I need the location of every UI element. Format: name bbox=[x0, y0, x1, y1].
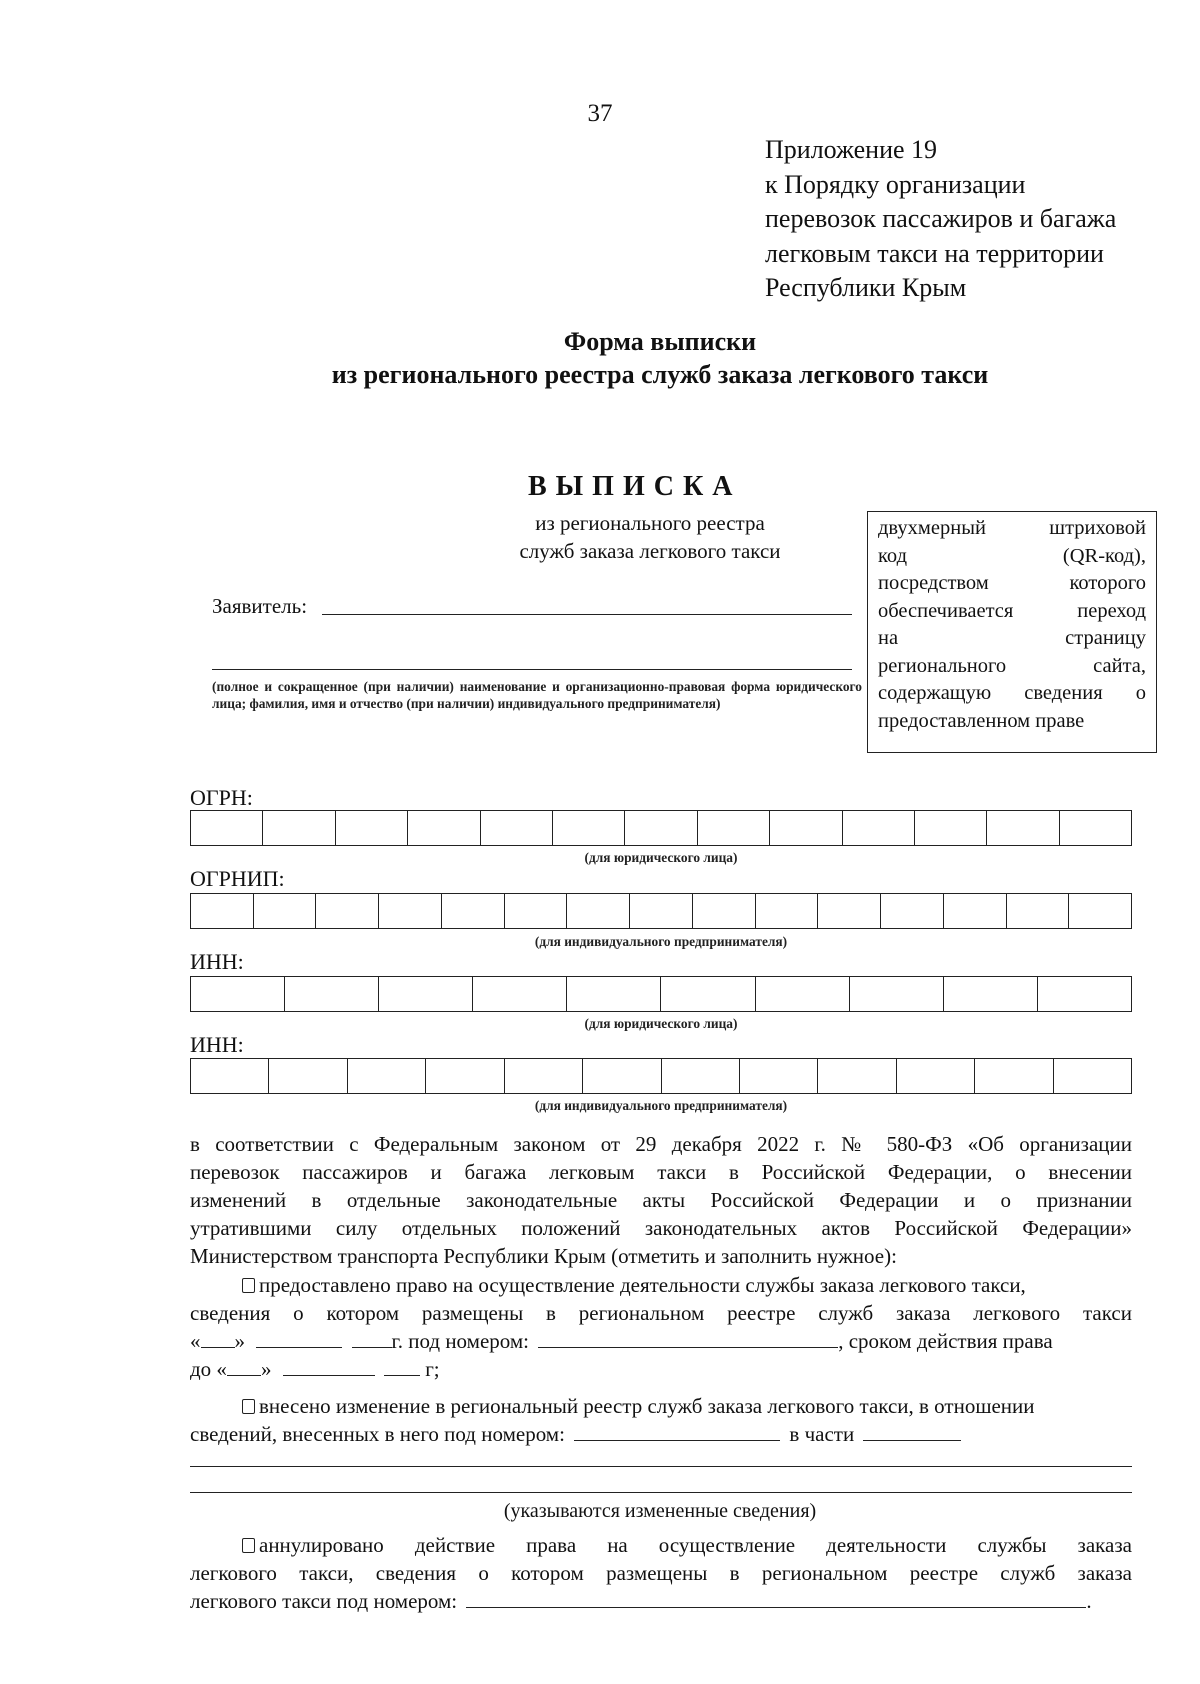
option2-checkbox[interactable] bbox=[242, 1399, 255, 1414]
applicant-input-line-2[interactable] bbox=[212, 669, 852, 670]
applicant-note: (полное и сокращенное (при наличии) наименование и организационно-правовая форма юридического лица; фамилия, имя и отчество (при наличии) индивидуального предпринимателя) bbox=[212, 679, 862, 711]
option1-until-row bbox=[190, 1355, 440, 1383]
ogrnip-cell[interactable] bbox=[693, 894, 756, 928]
qr-box-line: на страницу bbox=[878, 627, 1146, 649]
until-year-suffix: г; bbox=[425, 1357, 440, 1381]
ogrnip-cell[interactable] bbox=[316, 894, 379, 928]
until-day-field[interactable] bbox=[227, 1357, 261, 1376]
option2-line2 bbox=[190, 1420, 961, 1448]
extract-subtitle bbox=[470, 509, 830, 565]
appendix-line: легковым такси на территории bbox=[765, 238, 1104, 268]
qr-code-box bbox=[867, 511, 1157, 753]
ogrnip-cell[interactable] bbox=[254, 894, 317, 928]
ogrnip-cell[interactable] bbox=[442, 894, 505, 928]
option2-text: внесено изменение в региональный реестр служб заказа легкового такси, в отношении bbox=[259, 1394, 1035, 1418]
change-number-field[interactable] bbox=[574, 1422, 780, 1441]
ogrn-cell[interactable] bbox=[336, 811, 408, 845]
option3-number-label: легкового такси под номером: bbox=[190, 1589, 458, 1613]
option3-line1 bbox=[190, 1531, 1132, 1559]
until-year-field[interactable] bbox=[384, 1357, 420, 1376]
applicant-input-line[interactable] bbox=[322, 614, 852, 615]
qr-box-line: двухмерный штриховой bbox=[878, 517, 1146, 539]
ogrn-cell[interactable] bbox=[625, 811, 697, 845]
intro-line: утратившими силу отдельных положений законодательных актов Российской Федерации» bbox=[190, 1216, 1132, 1240]
inn-individual-note: (для индивидуального предпринимателя) bbox=[534, 1098, 788, 1113]
ogrnip-cell[interactable] bbox=[818, 894, 881, 928]
ogrn-cell[interactable] bbox=[481, 811, 553, 845]
registry-number-field[interactable] bbox=[538, 1329, 838, 1348]
ogrnip-cell[interactable] bbox=[630, 894, 693, 928]
ogrn-cell[interactable] bbox=[191, 811, 263, 845]
ogrn-cell[interactable] bbox=[1060, 811, 1131, 845]
change-part-field[interactable] bbox=[863, 1422, 961, 1441]
ogrnip-cell[interactable] bbox=[505, 894, 568, 928]
form-title-line: Форма выписки bbox=[563, 327, 757, 356]
inn-individual-cell[interactable] bbox=[505, 1059, 583, 1093]
ogrn-note: (для юридического лица) bbox=[584, 850, 738, 865]
ogrnip-cell[interactable] bbox=[1069, 894, 1131, 928]
until-close-quote: » bbox=[260, 1357, 272, 1381]
option3-block bbox=[190, 1531, 1132, 1615]
inn-legal-note: (для юридического лица) bbox=[584, 1016, 738, 1031]
ogrnip-note: (для индивидуального предпринимателя) bbox=[534, 934, 788, 949]
intro-line: Министерством транспорта Республики Крым (отметить и заполнить нужное): bbox=[190, 1244, 897, 1268]
ogrnip-cell[interactable] bbox=[379, 894, 442, 928]
inn-individual-cell[interactable] bbox=[191, 1059, 269, 1093]
inn-individual-cell[interactable] bbox=[269, 1059, 347, 1093]
option1-checkbox[interactable] bbox=[242, 1278, 255, 1293]
appendix-line: Республики Крым bbox=[765, 273, 967, 302]
inn-individual-cell[interactable] bbox=[740, 1059, 818, 1093]
intro-line: перевозок пассажиров и багажа легковым такси в Российской Федерации, о внесении bbox=[190, 1160, 1132, 1184]
appendix-line: перевозок пассажиров и багажа bbox=[765, 204, 1117, 233]
ogrn-cell[interactable] bbox=[987, 811, 1059, 845]
inn-legal-cell[interactable] bbox=[379, 977, 473, 1011]
close-quote: » bbox=[234, 1329, 245, 1353]
inn-individual-cell[interactable] bbox=[897, 1059, 975, 1093]
inn-legal-label: ИНН: bbox=[190, 949, 244, 974]
form-title-line: из регионального реестра служб заказа легкового такси bbox=[331, 360, 989, 389]
open-quote: « bbox=[190, 1329, 201, 1353]
ogrnip-cell[interactable] bbox=[191, 894, 254, 928]
qr-box-line: предоставленном праве bbox=[878, 709, 1085, 732]
extract-title: ВЫПИСКА bbox=[528, 471, 742, 502]
intro-text bbox=[190, 1130, 1132, 1270]
inn-legal-cell[interactable] bbox=[285, 977, 379, 1011]
issue-day-field[interactable] bbox=[201, 1329, 235, 1348]
qr-box-line: содержащую сведения о bbox=[878, 682, 1146, 704]
ogrn-cell[interactable] bbox=[698, 811, 770, 845]
inn-individual-cells[interactable] bbox=[190, 1058, 1132, 1094]
option2-line1 bbox=[242, 1392, 1035, 1420]
inn-legal-cell[interactable] bbox=[191, 977, 285, 1011]
option1-line2-wrap bbox=[190, 1299, 1132, 1327]
ogrnip-cell[interactable] bbox=[881, 894, 944, 928]
option3-end: . bbox=[1086, 1589, 1092, 1613]
option3-line3 bbox=[190, 1587, 1132, 1615]
changed-info-line-1[interactable] bbox=[190, 1466, 1132, 1467]
ogrnip-cell[interactable] bbox=[1007, 894, 1070, 928]
appendix-line: к Порядку организации bbox=[765, 169, 1026, 199]
inn-legal-cell[interactable] bbox=[756, 977, 850, 1011]
option1-line1 bbox=[242, 1271, 1026, 1299]
inn-individual-cell[interactable] bbox=[1054, 1059, 1131, 1093]
inn-legal-cell[interactable] bbox=[567, 977, 661, 1011]
ogrn-label: ОГРН: bbox=[190, 785, 253, 810]
issue-month-field[interactable] bbox=[256, 1329, 342, 1348]
form-title bbox=[0, 325, 1200, 391]
ogrn-cell[interactable] bbox=[408, 811, 480, 845]
option3-checkbox[interactable] bbox=[242, 1538, 255, 1553]
applicant-label: Заявитель: bbox=[212, 594, 308, 618]
intro-line: в соответствии с Федеральным законом от 29 декабря 2022 г. № 580-ФЗ «Об организации bbox=[190, 1132, 1132, 1156]
until-month-field[interactable] bbox=[283, 1357, 375, 1376]
inn-legal-cell[interactable] bbox=[661, 977, 755, 1011]
inn-individual-cell[interactable] bbox=[662, 1059, 740, 1093]
inn-legal-cell[interactable] bbox=[944, 977, 1038, 1011]
inn-individual-cell[interactable] bbox=[975, 1059, 1053, 1093]
inn-legal-cell[interactable] bbox=[850, 977, 944, 1011]
inn-individual-label: ИНН: bbox=[190, 1032, 244, 1057]
extract-subtitle-line: служб заказа легкового такси bbox=[519, 539, 781, 563]
inn-legal-cells[interactable] bbox=[190, 976, 1132, 1012]
ogrnip-cell[interactable] bbox=[756, 894, 819, 928]
option1-text: предоставлено право на осуществление деятельности службы заказа легкового такси, bbox=[259, 1273, 1026, 1297]
option2-part-label: в части bbox=[789, 1422, 855, 1446]
option2-number-label: сведений, внесенных в него под номером: bbox=[190, 1422, 565, 1446]
ogrn-cell[interactable] bbox=[263, 811, 335, 845]
appendix-header bbox=[765, 133, 1116, 306]
ogrnip-cells[interactable] bbox=[190, 893, 1132, 929]
ogrn-cell[interactable] bbox=[843, 811, 915, 845]
option3-text: аннулировано действие права на осуществление деятельности службы заказа bbox=[259, 1533, 1132, 1557]
changed-info-line-2[interactable] bbox=[190, 1492, 1132, 1493]
qr-box-line: код (QR-код), bbox=[878, 544, 1146, 567]
ogrnip-cell[interactable] bbox=[567, 894, 630, 928]
page-number: 37 bbox=[587, 100, 613, 127]
inn-individual-cell[interactable] bbox=[818, 1059, 896, 1093]
option1-date-row bbox=[190, 1327, 1053, 1355]
extract-subtitle-line: из регионального реестра bbox=[535, 511, 765, 535]
inn-individual-cell[interactable] bbox=[583, 1059, 661, 1093]
year-under-number: г. под номером: bbox=[391, 1329, 529, 1353]
inn-individual-cell[interactable] bbox=[426, 1059, 504, 1093]
qr-box-line: регионального сайта, bbox=[878, 654, 1146, 677]
ogrn-cell[interactable] bbox=[553, 811, 625, 845]
ogrnip-cell[interactable] bbox=[944, 894, 1007, 928]
inn-legal-cell[interactable] bbox=[473, 977, 567, 1011]
changed-info-note: (указываются измененные сведения) bbox=[503, 1500, 817, 1522]
until-quote: до « bbox=[190, 1357, 227, 1381]
ogrn-cell[interactable] bbox=[770, 811, 842, 845]
option3-line2: легкового такси, сведения о котором размещены в региональном реестре служб заказа bbox=[190, 1561, 1132, 1585]
validity-text: , сроком действия права bbox=[838, 1329, 1053, 1353]
option1-line2: сведения о котором размещены в региональном реестре служб заказа легкового такси bbox=[190, 1301, 1132, 1325]
ogrnip-label: ОГРНИП: bbox=[190, 866, 285, 891]
inn-legal-cell[interactable] bbox=[1038, 977, 1131, 1011]
appendix-line: Приложение 19 bbox=[765, 135, 938, 164]
issue-year-field[interactable] bbox=[352, 1329, 392, 1348]
annul-number-field[interactable] bbox=[466, 1589, 1086, 1608]
qr-box-line: посредством которого bbox=[878, 572, 1146, 594]
ogrn-cells[interactable] bbox=[190, 810, 1132, 846]
inn-individual-cell[interactable] bbox=[348, 1059, 426, 1093]
qr-box-line: обеспечивается переход bbox=[878, 599, 1146, 622]
intro-line: изменений в отдельные законодательные акты Российской Федерации и о признании bbox=[190, 1188, 1132, 1212]
ogrn-cell[interactable] bbox=[915, 811, 987, 845]
